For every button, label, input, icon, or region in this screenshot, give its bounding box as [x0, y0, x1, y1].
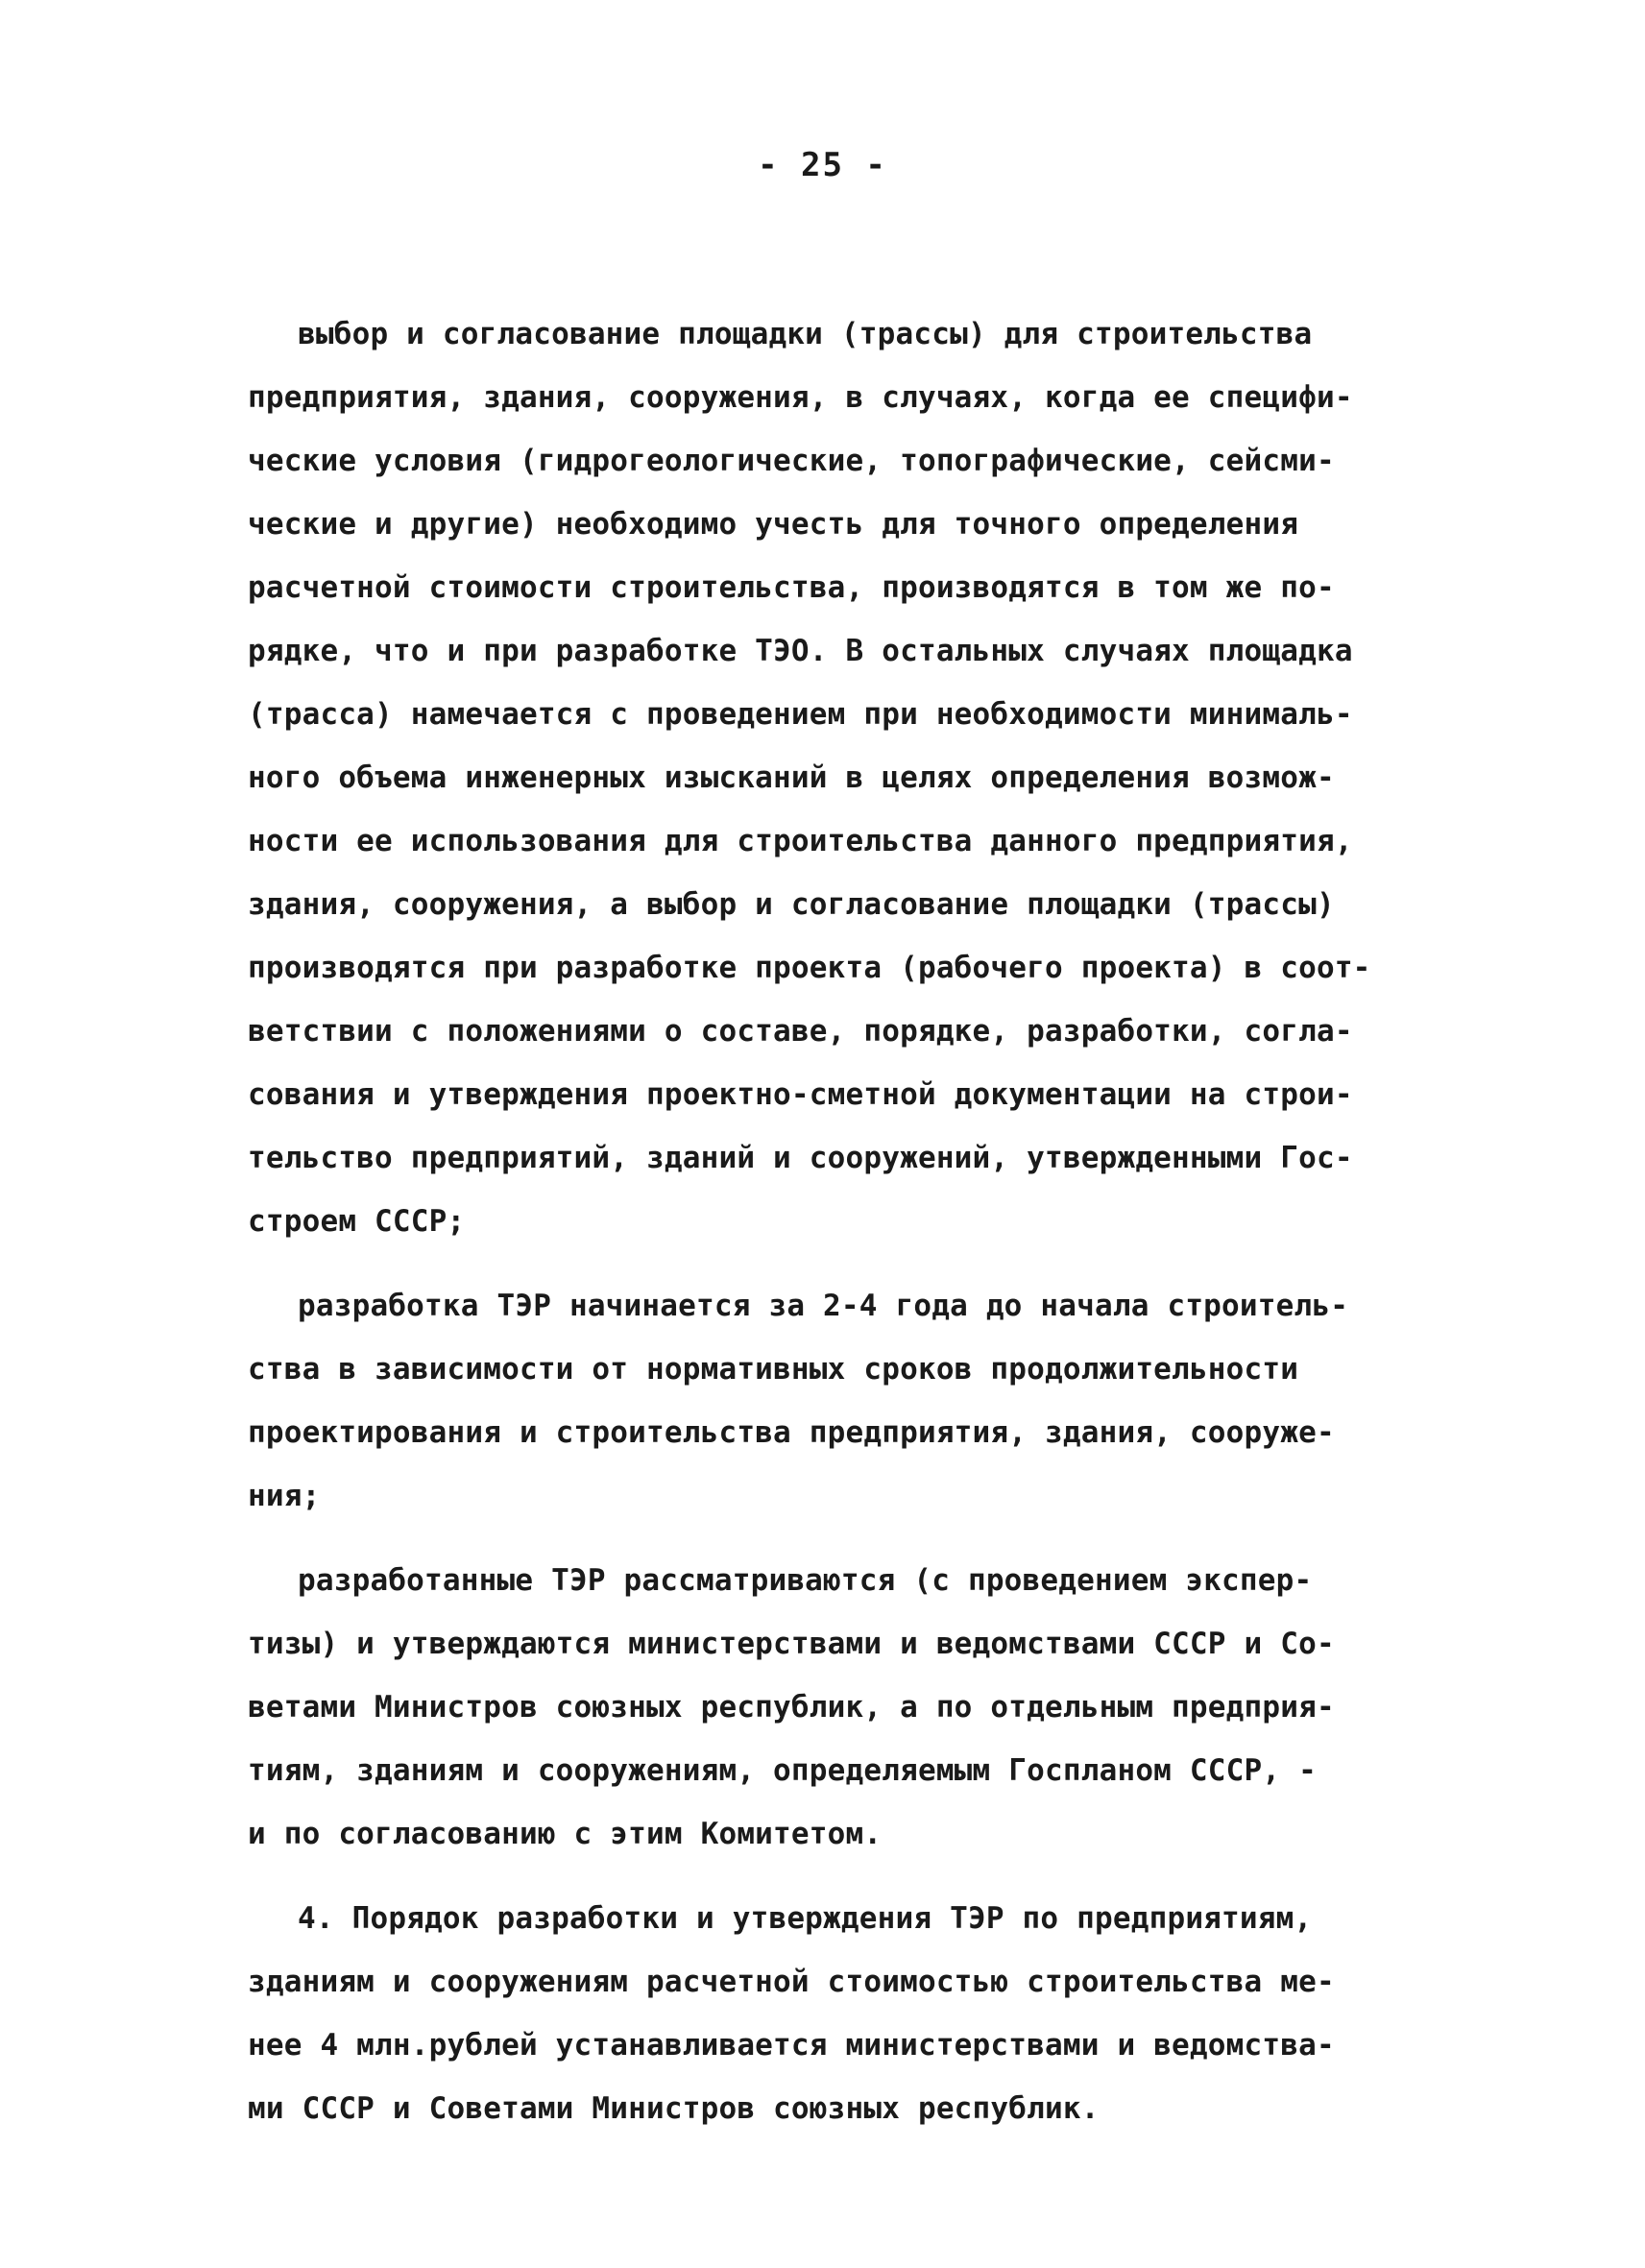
text-line: рядке, что и при разработке ТЭО. В остальных случаях площадка [248, 634, 1353, 668]
document-body [248, 302, 1429, 2140]
paragraph-gap [248, 1866, 1429, 1887]
paragraph-site-selection [248, 302, 1429, 1253]
text-line: тельство предприятий, зданий и сооружений, утвержденными Гос- [248, 1141, 1353, 1175]
text-line: ческие и другие) необходимо учесть для точного определения [248, 507, 1299, 542]
text-line: ми СССР и Советами Министров союзных республик. [248, 2091, 1100, 2126]
text-line: и по согласованию с этим Комитетом. [248, 1817, 883, 1851]
text-line: выбор и согласование площадки (трассы) для строительства [298, 317, 1313, 351]
text-line: тизы) и утверждаются министерствами и ведомствами СССР и Со- [248, 1627, 1335, 1661]
paragraph-ter-development [248, 1274, 1429, 1528]
page-number: - 25 - [758, 146, 887, 184]
text-line: нее 4 млн.рублей устанавливается министерствами и ведомства- [248, 2028, 1335, 2063]
paragraph-section-4 [248, 1887, 1429, 2140]
text-line: разработка ТЭР начинается за 2-4 года до начала строитель- [298, 1289, 1349, 1323]
text-line: проектирования и строительства предприятия, здания, сооруже- [248, 1415, 1335, 1450]
text-line: ности ее использования для строительства данного предприятия, [248, 824, 1353, 858]
paragraph-ter-approval [248, 1549, 1429, 1866]
text-line: ния; [248, 1479, 321, 1513]
text-line: расчетной стоимости строительства, производятся в том же по- [248, 570, 1335, 605]
text-line: предприятия, здания, сооружения, в случаях, когда ее специфи- [248, 380, 1353, 415]
paragraph-gap [248, 1528, 1429, 1549]
text-line: ства в зависимости от нормативных сроков продолжительности [248, 1352, 1299, 1387]
text-line: ческие условия (гидрогеологические, топографические, сейсми- [248, 444, 1335, 478]
text-line: здания, сооружения, а выбор и согласование площадки (трассы) [248, 887, 1335, 922]
text-line: зданиям и сооружениям расчетной стоимостью строительства ме- [248, 1965, 1335, 1999]
text-line: строем СССР; [248, 1204, 466, 1239]
text-line: 4. Порядок разработки и утверждения ТЭР по предприятиям, [298, 1901, 1313, 1936]
text-line: ветами Министров союзных республик, а по отдельным предприя- [248, 1690, 1335, 1725]
text-line: (трасса) намечается с проведением при необходимости минималь- [248, 697, 1353, 732]
text-line: производятся при разработке проекта (рабочего проекта) в соот- [248, 951, 1371, 985]
text-line: тиям, зданиям и сооружениям, определяемым Госпланом СССР, - [248, 1753, 1317, 1788]
paragraph-gap [248, 1253, 1429, 1274]
text-line: ного объема инженерных изысканий в целях определения возмож- [248, 760, 1335, 795]
text-line: сования и утверждения проектно-сметной документации на строи- [248, 1077, 1353, 1112]
text-line: разработанные ТЭР рассматриваются (с проведением экспер- [298, 1563, 1313, 1598]
text-line: ветствии с положениями о составе, порядке, разработки, согла- [248, 1014, 1353, 1049]
